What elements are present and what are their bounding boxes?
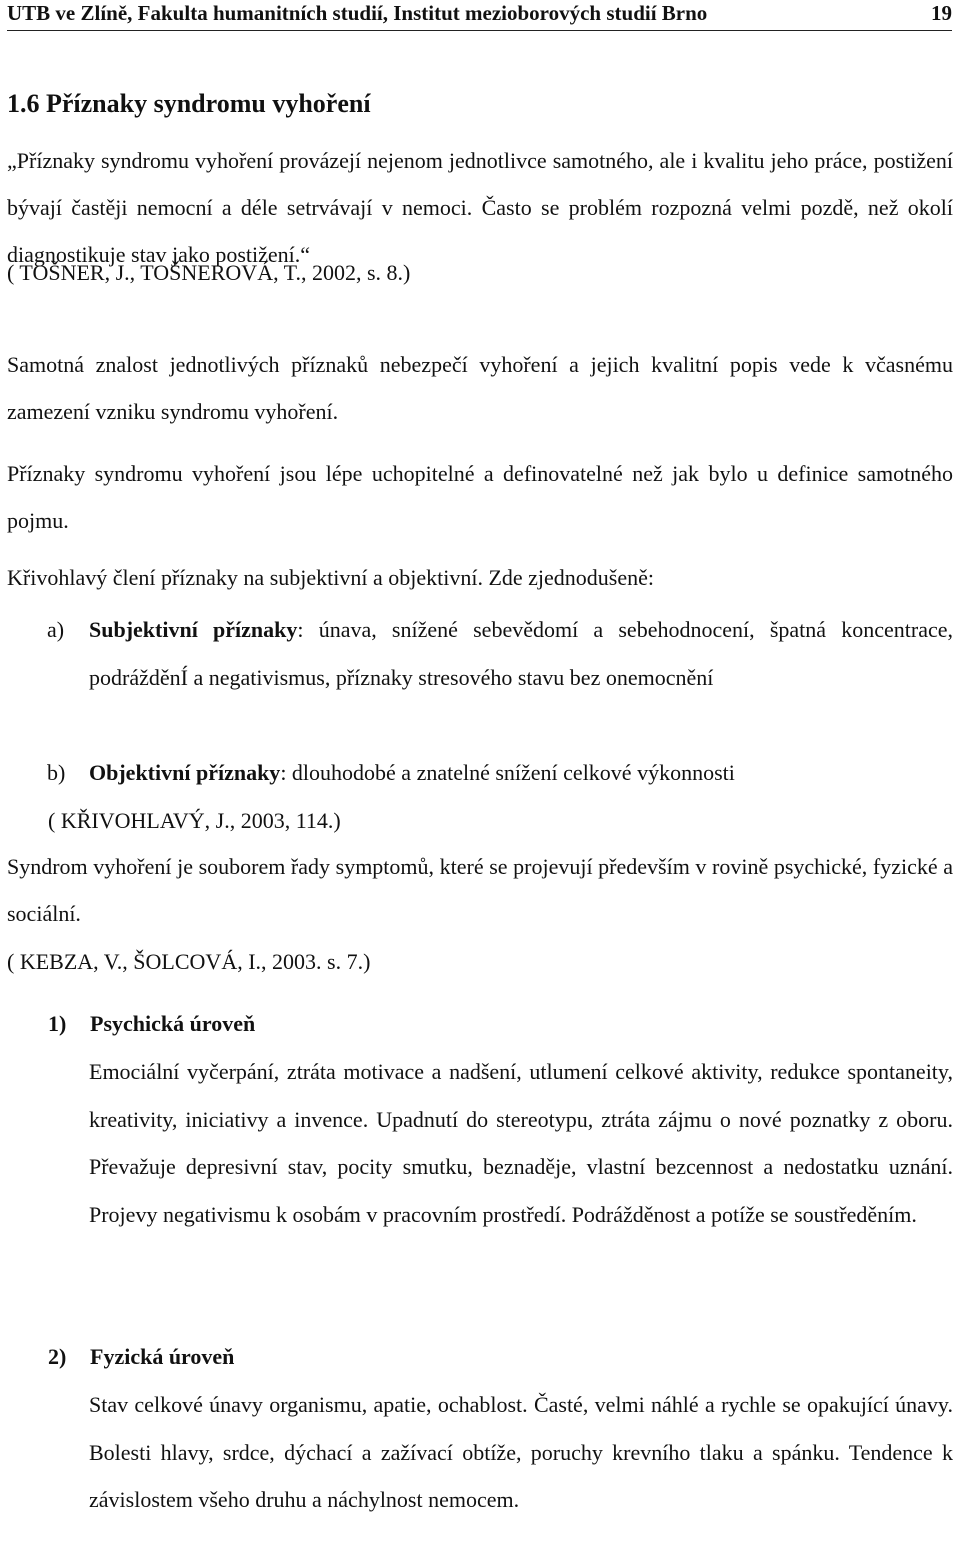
list-item-a [47, 606, 953, 701]
level-2-title: Fyzická úroveň [90, 1344, 235, 1369]
quote-paragraph: „Příznaky syndromu vyhoření provázejí nejenom jednotlivce samotného, ale i kvalitu jeho práce, postižení bývají častěji nemocní a déle setrvávají v nemoci. Často se problém rozpozná velmi pozdě, než okolí diagnostikuje stav jako postižení.“ [7, 148, 953, 267]
kebza-citation: ( KEBZA, V., ŠOLCOVÁ, I., 2003. s. 7.) [7, 949, 371, 974]
list-text-a: : únava, snížené sebevědomí a sebehodnocení, špatná koncentrace, podrážděnÍ a negativismus, příznaky stresového stavu bez onemocnění [89, 617, 953, 690]
krivohlavy-intro-a: Křivohlavý člení příznaky na subjektivní a objektivní. [7, 565, 483, 590]
list-marker-a: a) [47, 617, 65, 642]
knowledge-paragraph: Samotná znalost jednotlivých příznaků nebezpečí vyhoření a jejich kvalitní popis vede k včasnému zamezení vzniku syndromu vyhoření. [7, 352, 953, 424]
list-item-b [47, 749, 953, 797]
level-1-text: Emociální vyčerpání, ztráta motivace a nadšení, utlumení celkové aktivity, redukce spontaneity, kreativity, iniciativy a invence. Upadnutí do stereotypu, ztráta zájmu o nové poznatky z oboru. Převažuje depresivní stav, pocity smutku, beznaděje, vlastní bezcennost a nedostatku uznání. Projevy negativismu k osobám v pracovním prostředí. Podrážděnost a potíže se soustředěním. [89, 1059, 953, 1227]
definable-paragraph: Příznaky syndromu vyhoření jsou lépe uchopitelné a definovatelné než jak bylo u definice samotného pojmu. [7, 461, 953, 533]
level-1-title: Psychická úroveň [90, 1011, 256, 1036]
page-number: 19 [931, 1, 952, 25]
level-2-number: 2) [48, 1344, 67, 1369]
list-text-b: : dlouhodobé a znatelné snížení celkové výkonnosti [280, 760, 735, 785]
krivohlavy-citation: ( KŘIVOHLAVÝ, J., 2003, 114.) [48, 808, 341, 833]
syndrom-paragraph: Syndrom vyhoření je souborem řady symptomů, které se projevují především v rovině psychické, fyzické a sociální. [7, 854, 953, 926]
list-marker-b: b) [47, 760, 66, 785]
level-1-heading [0, 1008, 960, 1040]
list-term-a: Subjektivní příznaky [89, 617, 298, 642]
header-institution: UTB ve Zlíně, Fakulta humanitních studií, Institut mezioborových studií Brno [7, 1, 708, 25]
krivohlavy-intro [7, 562, 953, 594]
list-term-b: Objektivní příznaky [89, 760, 281, 785]
level-1-heading-inner [48, 1008, 255, 1040]
level-2-heading [0, 1341, 960, 1373]
krivohlavy-intro-b: Zde zjednodušeně: [482, 565, 655, 590]
page-header [7, 0, 952, 31]
level-1-number: 1) [48, 1011, 67, 1036]
section-title: 1.6 Příznaky syndromu vyhoření [7, 89, 371, 118]
quote-citation: ( TOŠNER, J., TOŠNEROVÁ, T., 2002, s. 8.) [7, 260, 411, 285]
level-2-heading-inner [48, 1341, 234, 1373]
level-2-text: Stav celkové únavy organismu, apatie, ochablost. Časté, velmi náhlé a rychle se opakující únavy. Bolesti hlavy, srdce, dýchací a zažívací obtíže, poruchy krevního tlaku a spánku. Tendence k závislostem všeho druhu a náchylnost nemocem. [89, 1392, 953, 1512]
